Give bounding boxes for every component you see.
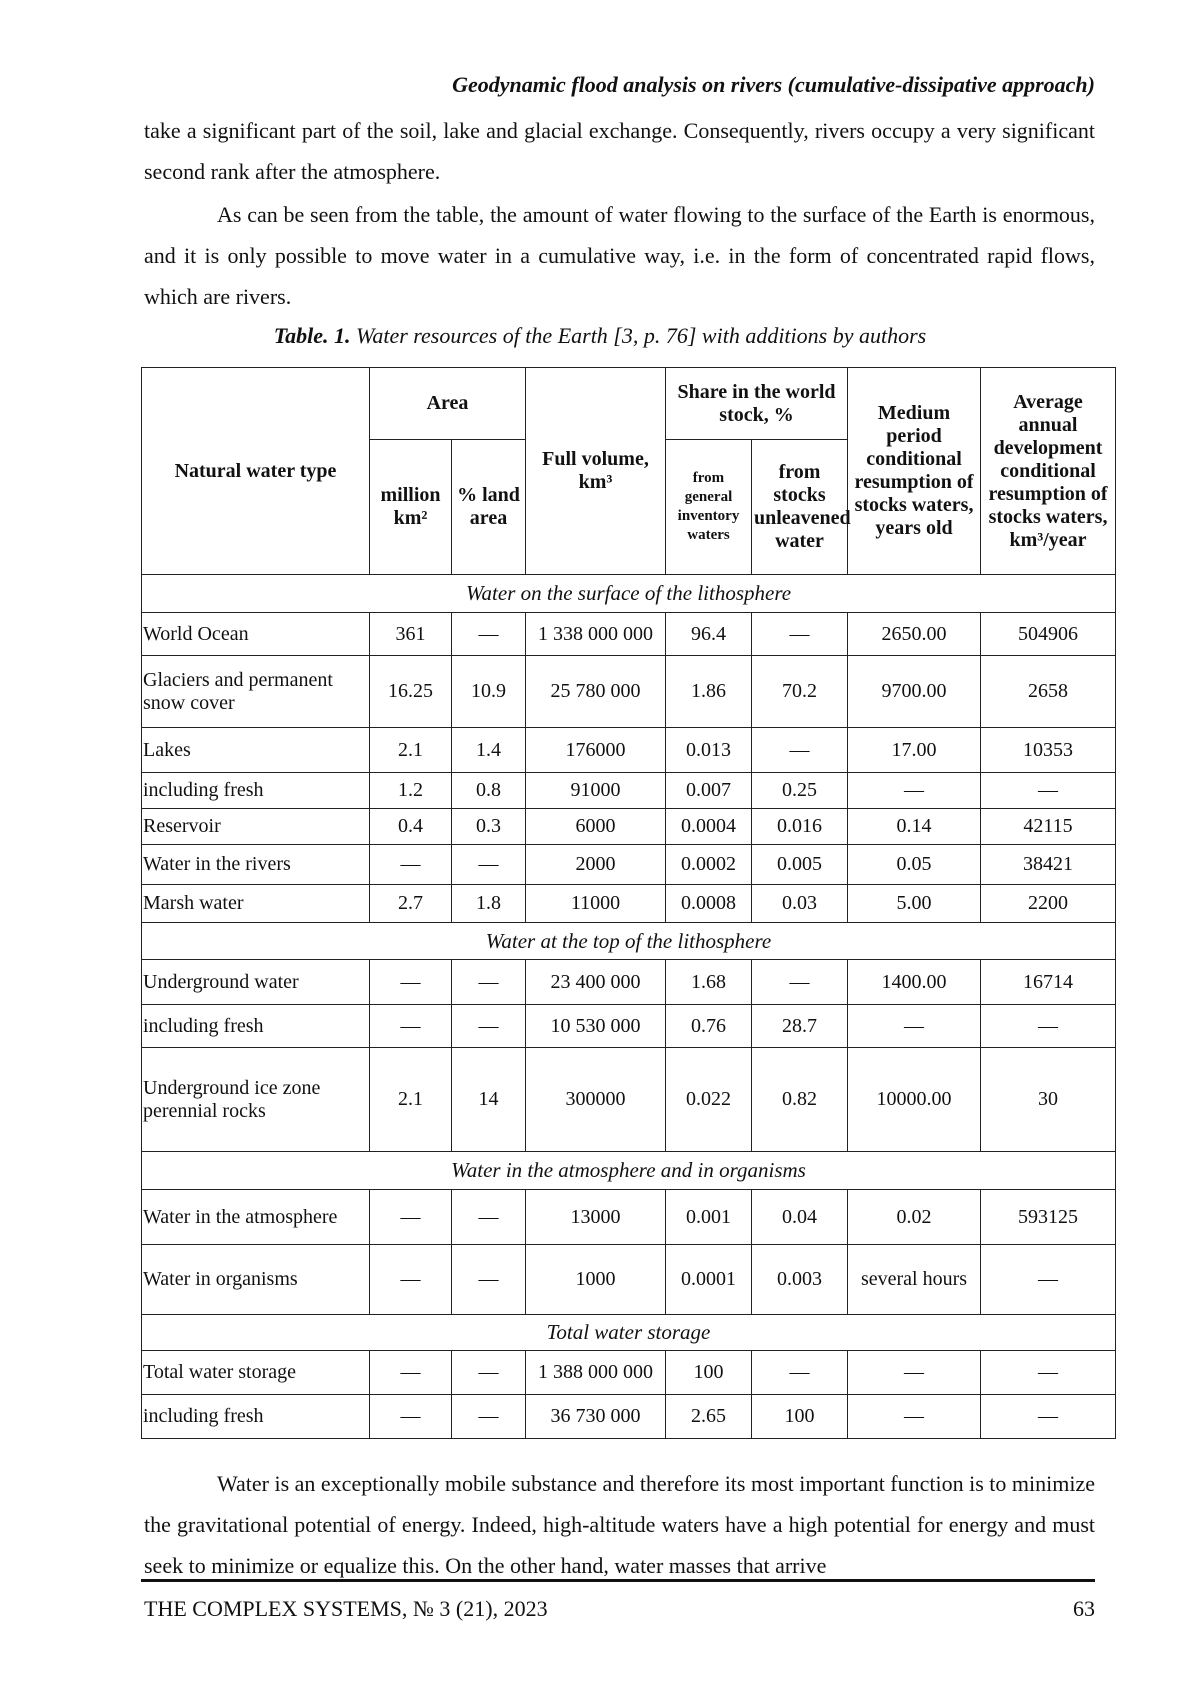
section-label-atmosphere: Water in the atmosphere and in organisms	[142, 1152, 1116, 1190]
header-full-volume: Full volume, km³	[526, 368, 666, 575]
cell-average-annual: 2200	[981, 885, 1116, 923]
cell-million-km2: 361	[370, 613, 452, 656]
header-medium-period: Medium period conditional resumption of stocks waters, years old	[848, 368, 981, 575]
cell-share-general: 0.0004	[666, 809, 752, 845]
table-row	[142, 728, 1116, 773]
cell-share-general: 1.86	[666, 656, 752, 728]
table-row	[142, 1395, 1116, 1439]
row-label: Reservoir	[142, 809, 370, 845]
cell-million-km2: 16.25	[370, 656, 452, 728]
cell-average-annual: 16714	[981, 960, 1116, 1005]
cell-medium-period: 1400.00	[848, 960, 981, 1005]
row-label: Water in the rivers	[142, 845, 370, 885]
cell-share-general: 2.65	[666, 1395, 752, 1439]
table-row	[142, 773, 1116, 809]
header-average-annual: Average annual development conditional resumption of stocks waters, km³/year	[981, 368, 1116, 575]
cell-pct-land: 0.8	[452, 773, 526, 809]
section-row	[142, 923, 1116, 960]
cell-pct-land: —	[452, 1351, 526, 1395]
cell-share-fresh: 28.7	[752, 1005, 848, 1048]
cell-share-general: 0.013	[666, 728, 752, 773]
cell-average-annual: 30	[981, 1048, 1116, 1152]
cell-pct-land: —	[452, 845, 526, 885]
cell-full-volume: 10 530 000	[526, 1005, 666, 1048]
cell-full-volume: 11000	[526, 885, 666, 923]
cell-million-km2: —	[370, 1395, 452, 1439]
cell-medium-period: several hours	[848, 1245, 981, 1315]
page-number: 63	[1073, 1596, 1095, 1621]
cell-full-volume: 2000	[526, 845, 666, 885]
cell-medium-period: —	[848, 773, 981, 809]
table-row	[142, 656, 1116, 728]
row-label: Underground ice zone perennial rocks	[142, 1048, 370, 1152]
cell-share-general: 0.022	[666, 1048, 752, 1152]
table-row	[142, 809, 1116, 845]
cell-pct-land: 1.8	[452, 885, 526, 923]
cell-average-annual: —	[981, 773, 1116, 809]
cell-million-km2: 2.7	[370, 885, 452, 923]
cell-share-fresh: —	[752, 728, 848, 773]
row-label: Glaciers and permanent snow cover	[142, 656, 370, 728]
cell-million-km2: 1.2	[370, 773, 452, 809]
row-label: Underground water	[142, 960, 370, 1005]
cell-share-fresh: 0.003	[752, 1245, 848, 1315]
cell-million-km2: —	[370, 1351, 452, 1395]
cell-million-km2: —	[370, 845, 452, 885]
cell-pct-land: —	[452, 960, 526, 1005]
cell-share-general: 96.4	[666, 613, 752, 656]
cell-full-volume: 1000	[526, 1245, 666, 1315]
cell-million-km2: —	[370, 1005, 452, 1048]
cell-full-volume: 91000	[526, 773, 666, 809]
cell-share-fresh: 0.82	[752, 1048, 848, 1152]
cell-pct-land: 1.4	[452, 728, 526, 773]
header-from-stocks: from stocks unleavened water	[752, 440, 848, 575]
paragraph-3: Water is an exceptionally mobile substance and therefore its most important function is to minimize the gravitational potential of energy. Indeed, high-altitude waters have a high potential for energy and must seek to minimize or equalize this. On the other hand, water masses that arrive	[144, 1471, 1096, 1578]
cell-average-annual: —	[981, 1005, 1116, 1048]
section-label-total: Total water storage	[142, 1315, 1116, 1351]
cell-medium-period: —	[848, 1395, 981, 1439]
row-label: Total water storage	[142, 1351, 370, 1395]
cell-share-fresh: —	[752, 613, 848, 656]
table-row	[142, 1190, 1116, 1245]
cell-share-general: 0.0008	[666, 885, 752, 923]
cell-share-fresh: 100	[752, 1395, 848, 1439]
paragraph-1: take a significant part of the soil, lake and glacial exchange. Consequently, rivers occupy a very significant second rank after the atmosphere.	[144, 118, 1095, 184]
cell-average-annual: —	[981, 1245, 1116, 1315]
row-label: including fresh	[142, 1005, 370, 1048]
cell-full-volume: 1 388 000 000	[526, 1351, 666, 1395]
cell-share-fresh: 0.04	[752, 1190, 848, 1245]
section-label-surface: Water on the surface of the lithosphere	[142, 575, 1116, 613]
row-label: Water in the atmosphere	[142, 1190, 370, 1245]
cell-medium-period: 5.00	[848, 885, 981, 923]
water-resources-table	[141, 367, 1116, 1439]
footer-journal: THE COMPLEX SYSTEMS, № 3 (21), 2023	[144, 1596, 548, 1621]
table-row	[142, 845, 1116, 885]
header-million-km2: million km²	[370, 440, 452, 575]
header-share: Share in the world stock, %	[666, 368, 848, 440]
section-row	[142, 575, 1116, 613]
row-label: including fresh	[142, 1395, 370, 1439]
cell-full-volume: 13000	[526, 1190, 666, 1245]
cell-million-km2: —	[370, 1190, 452, 1245]
table-row	[142, 1351, 1116, 1395]
table-row	[142, 1048, 1116, 1152]
cell-pct-land: —	[452, 1005, 526, 1048]
cell-full-volume: 36 730 000	[526, 1395, 666, 1439]
cell-medium-period: 10000.00	[848, 1048, 981, 1152]
header-from-general: from general inventory waters	[666, 440, 752, 575]
cell-share-fresh: —	[752, 1351, 848, 1395]
cell-medium-period: 2650.00	[848, 613, 981, 656]
section-row	[142, 1152, 1116, 1190]
cell-pct-land: 14	[452, 1048, 526, 1152]
cell-share-fresh: —	[752, 960, 848, 1005]
cell-share-general: 0.001	[666, 1190, 752, 1245]
cell-share-fresh: 0.005	[752, 845, 848, 885]
cell-medium-period: 0.05	[848, 845, 981, 885]
cell-average-annual: 42115	[981, 809, 1116, 845]
cell-pct-land: —	[452, 1190, 526, 1245]
cell-share-general: 0.76	[666, 1005, 752, 1048]
cell-share-general: 1.68	[666, 960, 752, 1005]
table-row	[142, 613, 1116, 656]
cell-average-annual: —	[981, 1351, 1116, 1395]
paragraph-2: As can be seen from the table, the amount of water flowing to the surface of the Earth is enormous, and it is only possible to move water in a cumulative way, i.e. in the form of concentrated rapid flows, which are rivers.	[144, 202, 1095, 309]
table-row	[142, 1005, 1116, 1048]
row-label: Marsh water	[142, 885, 370, 923]
cell-million-km2: —	[370, 1245, 452, 1315]
cell-pct-land: —	[452, 1395, 526, 1439]
cell-full-volume: 25 780 000	[526, 656, 666, 728]
cell-share-general: 0.0001	[666, 1245, 752, 1315]
cell-pct-land: —	[452, 1245, 526, 1315]
table-caption-text: Water resources of the Earth [3, p. 76] with additions by authors	[356, 323, 927, 348]
cell-average-annual: 2658	[981, 656, 1116, 728]
header-area: Area	[370, 368, 526, 440]
cell-full-volume: 300000	[526, 1048, 666, 1152]
cell-share-fresh: 0.016	[752, 809, 848, 845]
cell-share-general: 0.007	[666, 773, 752, 809]
cell-average-annual: 504906	[981, 613, 1116, 656]
cell-full-volume: 6000	[526, 809, 666, 845]
cell-million-km2: —	[370, 960, 452, 1005]
table-row	[142, 1245, 1116, 1315]
cell-share-fresh: 0.03	[752, 885, 848, 923]
cell-pct-land: —	[452, 613, 526, 656]
row-label: including fresh	[142, 773, 370, 809]
cell-full-volume: 1 338 000 000	[526, 613, 666, 656]
cell-million-km2: 2.1	[370, 1048, 452, 1152]
cell-million-km2: 2.1	[370, 728, 452, 773]
cell-medium-period: —	[848, 1005, 981, 1048]
cell-medium-period: 9700.00	[848, 656, 981, 728]
row-label: World Ocean	[142, 613, 370, 656]
cell-share-fresh: 0.25	[752, 773, 848, 809]
cell-pct-land: 10.9	[452, 656, 526, 728]
header-natural-water-type: Natural water type	[142, 368, 370, 575]
cell-full-volume: 23 400 000	[526, 960, 666, 1005]
cell-medium-period: —	[848, 1351, 981, 1395]
table-row	[142, 885, 1116, 923]
table-caption	[0, 323, 1200, 349]
cell-average-annual: 593125	[981, 1190, 1116, 1245]
cell-pct-land: 0.3	[452, 809, 526, 845]
cell-medium-period: 0.14	[848, 809, 981, 845]
section-row	[142, 1315, 1116, 1351]
cell-average-annual: 10353	[981, 728, 1116, 773]
cell-medium-period: 17.00	[848, 728, 981, 773]
row-label: Lakes	[142, 728, 370, 773]
cell-medium-period: 0.02	[848, 1190, 981, 1245]
cell-share-general: 100	[666, 1351, 752, 1395]
cell-share-general: 0.0002	[666, 845, 752, 885]
cell-full-volume: 176000	[526, 728, 666, 773]
cell-share-fresh: 70.2	[752, 656, 848, 728]
cell-average-annual: 38421	[981, 845, 1116, 885]
cell-average-annual: —	[981, 1395, 1116, 1439]
header-pct-land-area: % land area	[452, 440, 526, 575]
table-caption-label: Table. 1.	[273, 323, 351, 348]
row-label: Water in organisms	[142, 1245, 370, 1315]
footer-rule	[141, 1579, 1095, 1582]
section-label-top: Water at the top of the lithosphere	[142, 923, 1116, 960]
running-head: Geodynamic flood analysis on rivers (cumulative-dissipative approach)	[452, 72, 1095, 97]
table-row	[142, 960, 1116, 1005]
cell-million-km2: 0.4	[370, 809, 452, 845]
